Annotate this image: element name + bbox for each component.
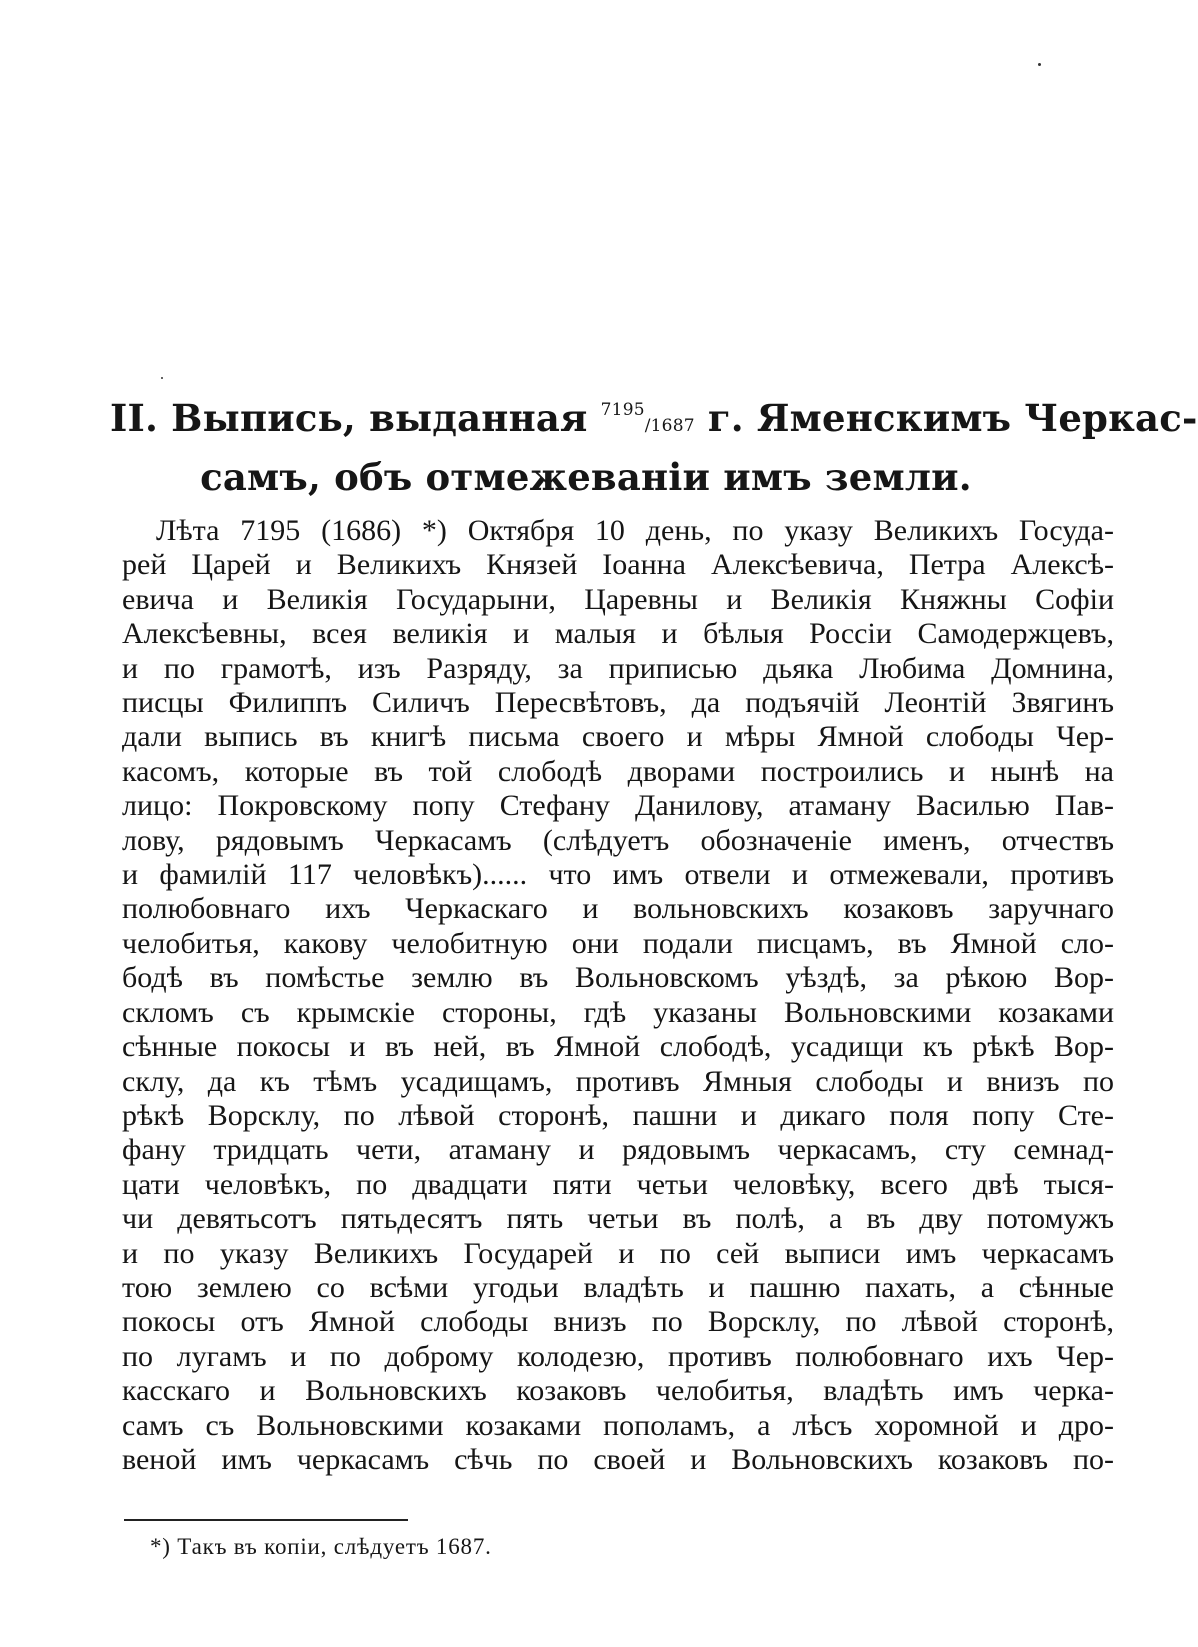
footnote-divider [124, 1519, 408, 1521]
body-line: по лугамъ и по доброму колодезю, противъ полюбовнаго ихъ Чер- [122, 1339, 1114, 1373]
scan-speck [161, 377, 163, 379]
body-line: цати человѣкъ, по двадцати пяти четьи человѣку, всего двѣ тыся- [122, 1167, 1114, 1201]
body-line: и по указу Великихъ Государей и по сей выписи имъ черкасамъ [122, 1236, 1114, 1270]
body-line: лицо: Покровскому попу Стефану Данилову, атаману Василью Пав- [122, 789, 1114, 823]
body-line: касскаго и Вольновскихъ козаковъ челобитья, владѣть имъ черка- [122, 1374, 1114, 1408]
body-line: полюбовнаго ихъ Черкаскаго и вольновскихъ козаковъ заручнаго [122, 892, 1114, 926]
title-line-2: самъ, объ отмежеваніи имъ земли. [200, 455, 972, 499]
body-line: и фамилій 117 человѣкъ)...... что имъ отвели и отмежевали, противъ [122, 858, 1114, 892]
body-line: рей Царей и Великихъ Князей Іоанна Алексѣевича, Петра Алексѣ- [122, 548, 1114, 582]
body-line: челобитья, какову челобитную они подали писцамъ, въ Ямной сло- [122, 926, 1114, 960]
title-prefix: II. Выпись, выданная [110, 396, 601, 440]
body-line: склу, да къ тѣмъ усадищамъ, противъ Ямныя слободы и внизъ по [122, 1064, 1114, 1098]
title-line-1 [110, 393, 1198, 452]
body-line: покосы отъ Ямной слободы внизъ по Ворсклу, по лѣвой сторонѣ, [122, 1305, 1114, 1339]
body-line: рѣкѣ Ворсклу, по лѣвой сторонѣ, пашни и дикаго поля попу Сте- [122, 1098, 1114, 1132]
footnote: *) Такъ въ копіи, слѣдуетъ 1687. [150, 1534, 492, 1559]
body-line: касомъ, которые въ той слободѣ дворами построились и нынѣ на [122, 754, 1114, 788]
body-line: евича и Великія Государыни, Царевны и Великія Княжны Софіи [122, 582, 1114, 616]
body-line: скломъ съ крымскіе стороны, гдѣ указаны Вольновскими козаками [122, 995, 1114, 1029]
body-line: самъ съ Вольновскими козаками пополамъ, а лѣсъ хоромной и дро- [122, 1408, 1114, 1442]
body-text [122, 514, 1114, 1477]
body-line: Алексѣевны, всея великія и малыя и бѣлыя Россіи Самодержцевъ, [122, 617, 1114, 651]
body-line: тою землею со всѣми угодьи владѣть и пашню пахать, а сѣнные [122, 1270, 1114, 1304]
body-line: веной имъ черкасамъ сѣчь по своей и Вольновскихъ козаковъ по- [122, 1442, 1114, 1476]
body-line: Лѣта 7195 (1686) *) Октября 10 день, по указу Великихъ Госуда- [156, 514, 1114, 547]
body-line: лову, рядовымъ Черкасамъ (слѣдуетъ обозначеніе именъ, отчествъ [122, 823, 1114, 857]
title-year-numerator: 7195 [600, 400, 645, 420]
title-year-denominator: /1687 [644, 416, 695, 436]
body-line: дали выпись въ книгѣ письма своего и мѣры Ямной слободы Чер- [122, 720, 1114, 754]
body-line: сѣнные покосы и въ ней, въ Ямной слободѣ, усадищи къ рѣкѣ Вор- [122, 1030, 1114, 1064]
body-line: и по грамотѣ, изъ Разряду, за приписью дьяка Любима Домнина, [122, 651, 1114, 685]
document-title [110, 393, 1198, 503]
title-suffix: г. Яменскимъ Черкас- [694, 396, 1198, 440]
body-line: бодѣ въ помѣстье землю въ Вольновскомъ уѣздѣ, за рѣкою Вор- [122, 961, 1114, 995]
body-line: фану тридцать чети, атаману и рядовымъ черкасамъ, сту семнад- [122, 1133, 1114, 1167]
body-line: писцы Филиппъ Силичъ Пересвѣтовъ, да подъячій Леонтій Звягинъ [122, 686, 1114, 720]
body-line: чи девятьсотъ пятьдесятъ пять четьи въ полѣ, а въ дву потомужъ [122, 1202, 1114, 1236]
scan-speck [1038, 63, 1041, 66]
